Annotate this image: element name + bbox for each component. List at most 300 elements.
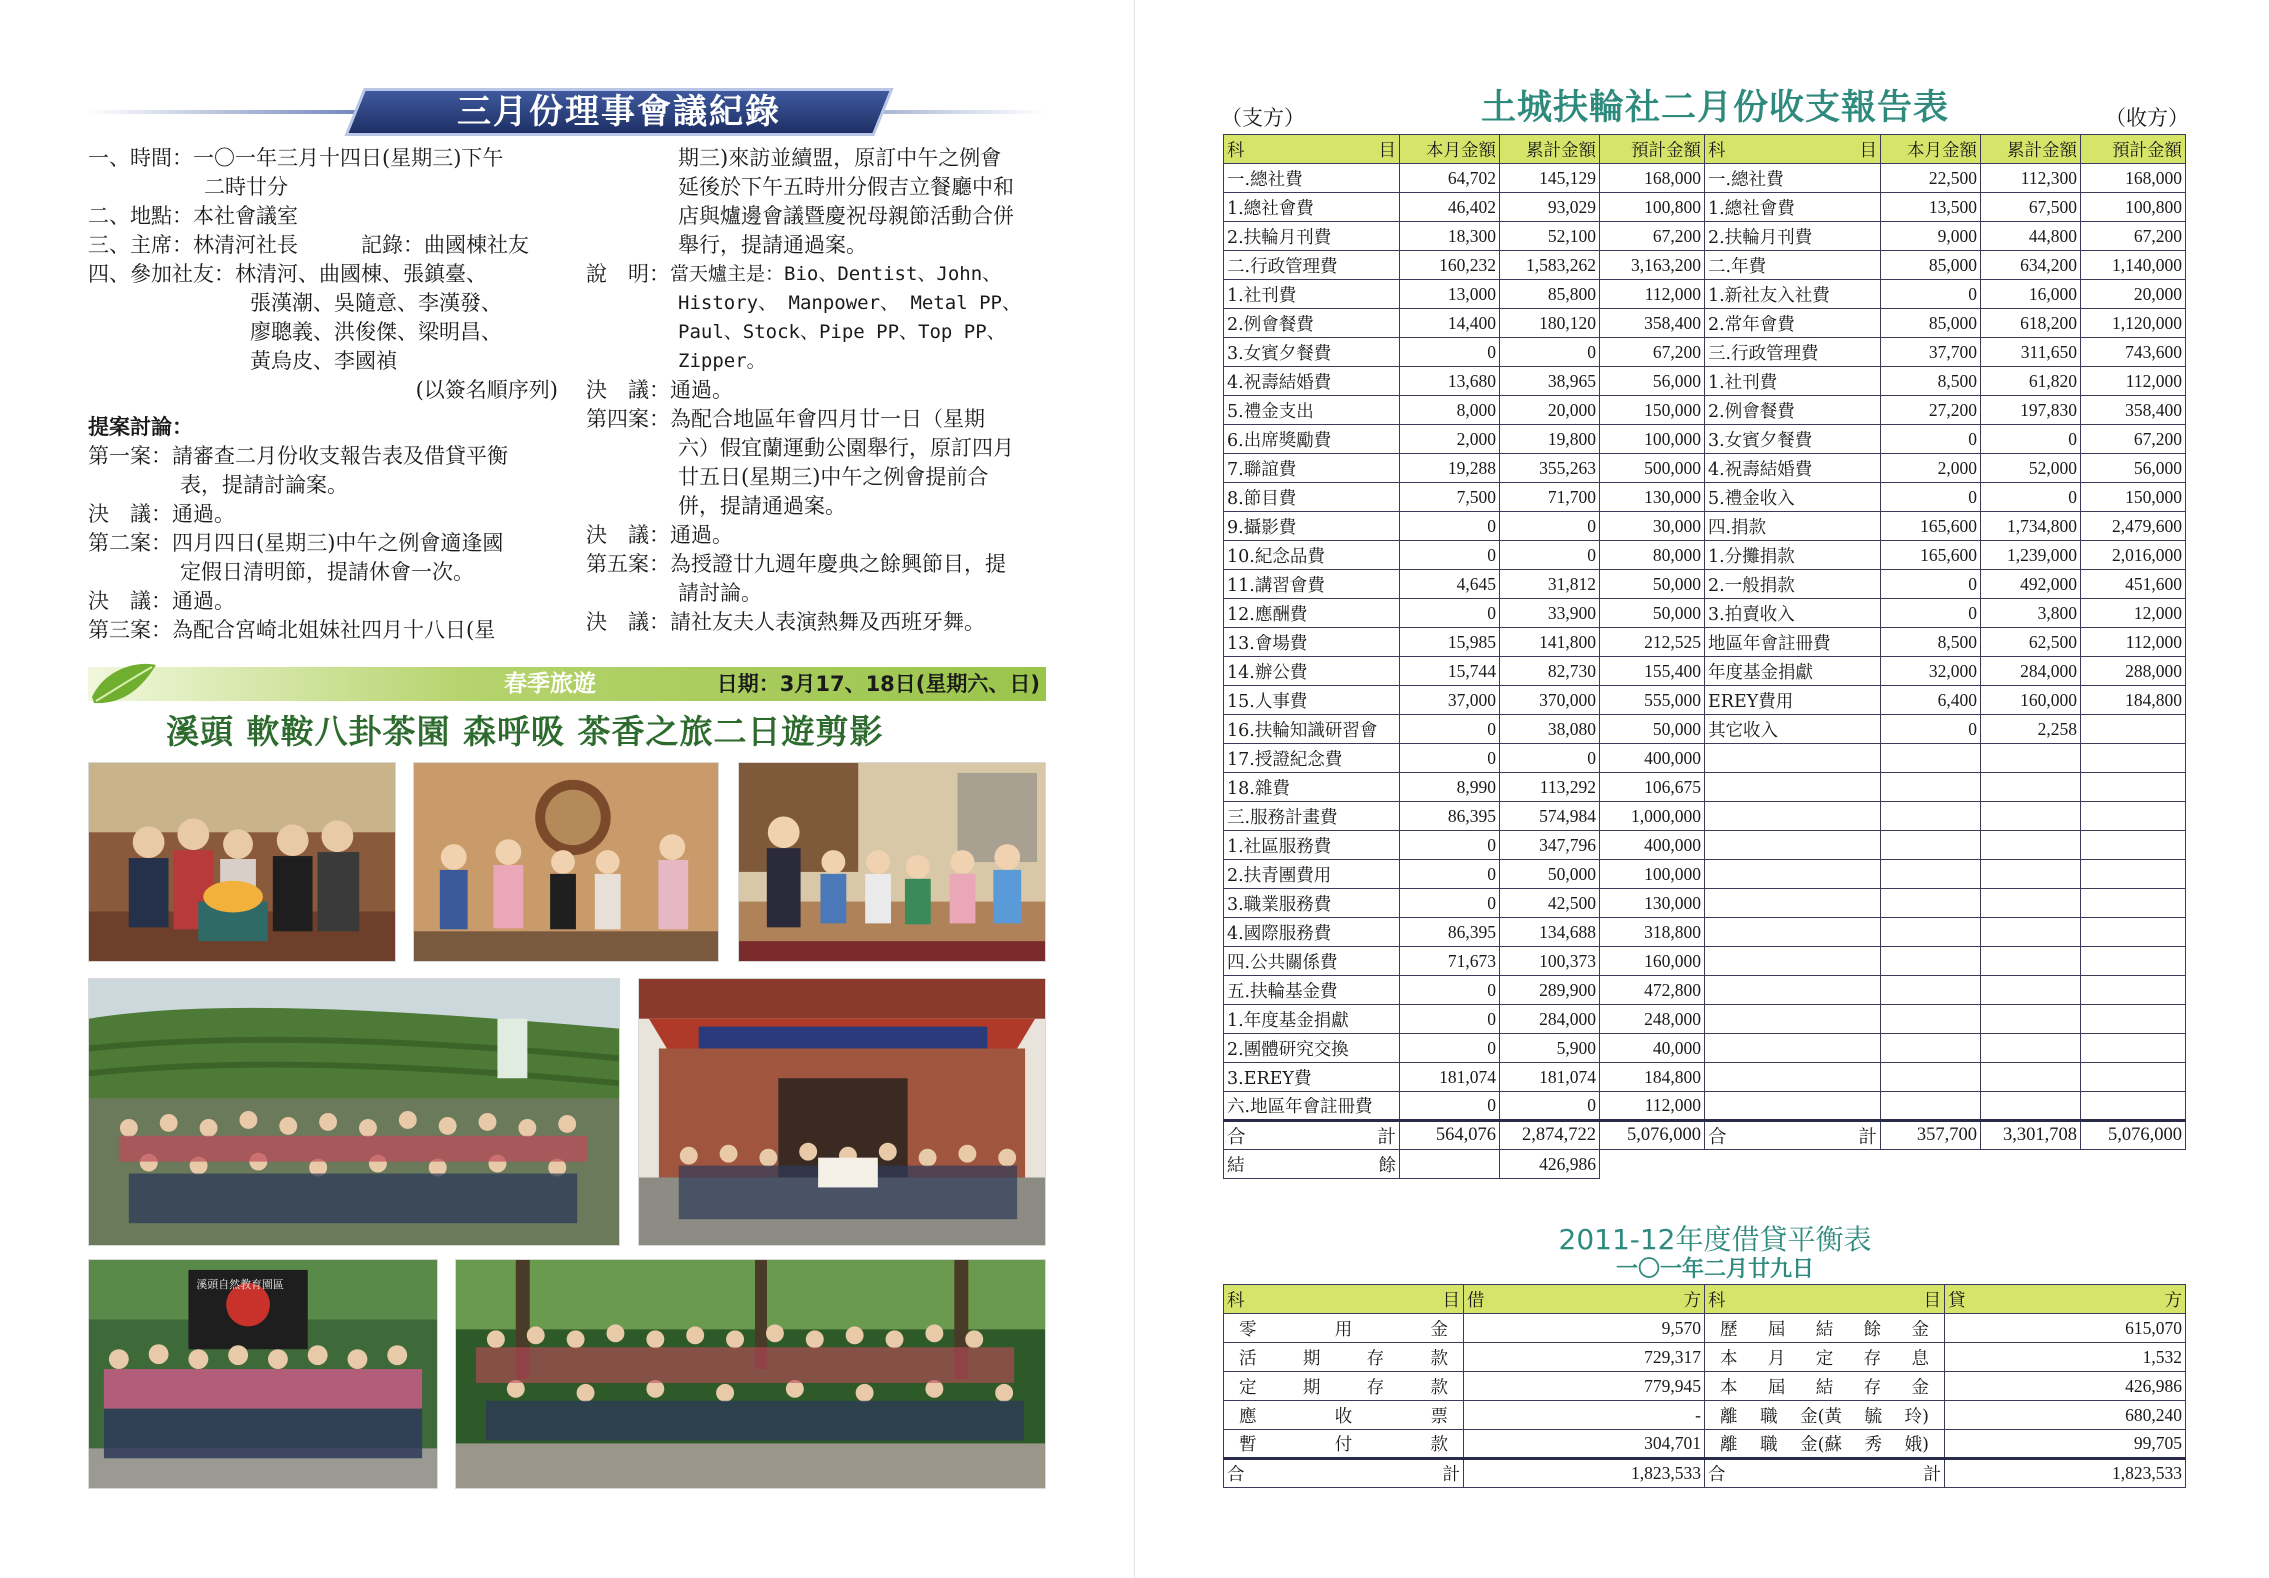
income-budget: 100,800 bbox=[2081, 193, 2186, 222]
credit-amount: 615,070 bbox=[1945, 1314, 2186, 1343]
income-budget: 451,600 bbox=[2081, 570, 2186, 599]
expense-budget: 1,000,000 bbox=[1600, 802, 1705, 831]
income-item bbox=[1705, 976, 1881, 1005]
expense-cumulative: 284,000 bbox=[1500, 1005, 1600, 1034]
debit-amount: - bbox=[1464, 1401, 1705, 1430]
expense-total-label-first: 合 bbox=[1227, 1126, 1246, 1148]
expense-subject-header bbox=[1224, 135, 1400, 164]
balance-month bbox=[1400, 1150, 1500, 1179]
debit-item-char: 用 bbox=[1334, 1319, 1353, 1340]
income-budget: 168,000 bbox=[2081, 164, 2186, 193]
income-month bbox=[1881, 918, 1981, 947]
expense-month: 0 bbox=[1400, 744, 1500, 773]
credit-item-char: 本 bbox=[1720, 1348, 1738, 1369]
income-item: 年度基金捐獻 bbox=[1705, 657, 1881, 686]
income-budget: 112,000 bbox=[2081, 628, 2186, 657]
expense-cumulative: 370,000 bbox=[1500, 686, 1600, 715]
case-1-text-cont: 表，提請討論案。 bbox=[180, 473, 348, 497]
trip-banner bbox=[88, 667, 1046, 701]
table-row bbox=[1224, 715, 2186, 744]
photo-children-singing-image bbox=[414, 763, 718, 961]
photo-temple-gate-group-image bbox=[639, 979, 1045, 1245]
expense-cumulative: 5,900 bbox=[1500, 1034, 1600, 1063]
expense-month: 0 bbox=[1400, 860, 1500, 889]
expense-month: 0 bbox=[1400, 599, 1500, 628]
photo-temple-gate-group bbox=[638, 978, 1046, 1246]
expense-item: 16.扶輪知識研習會 bbox=[1224, 715, 1400, 744]
expense-month: 18,300 bbox=[1400, 222, 1500, 251]
expense-item: 7.聯誼費 bbox=[1224, 454, 1400, 483]
income-subject-header bbox=[1705, 135, 1881, 164]
income-item bbox=[1705, 889, 1881, 918]
expense-cumulative: 180,120 bbox=[1500, 309, 1600, 338]
credit-item-char: 玲) bbox=[1904, 1406, 1929, 1427]
expense-month: 4,645 bbox=[1400, 570, 1500, 599]
debit-item bbox=[1224, 1430, 1464, 1459]
credit-total-label-parts bbox=[1708, 1461, 1941, 1486]
minutes-chair bbox=[88, 231, 566, 260]
debit-item bbox=[1224, 1314, 1464, 1343]
trip-season: 春季旅遊 bbox=[504, 671, 596, 697]
expense-budget: 112,000 bbox=[1600, 1092, 1705, 1121]
expense-month: 0 bbox=[1400, 831, 1500, 860]
expense-cumulative: 93,029 bbox=[1500, 193, 1600, 222]
case-1-text: 請審查二月份收支報告表及借貸平衡 bbox=[172, 444, 508, 468]
park-sign-text: 溪頭自然教育園區 bbox=[196, 1277, 284, 1291]
debit-subject-header-first: 科 bbox=[1227, 1290, 1245, 1311]
expense-item: 12.應酬費 bbox=[1224, 599, 1400, 628]
table-row bbox=[1224, 425, 2186, 454]
debit-item-char: 活 bbox=[1239, 1348, 1257, 1369]
expense-item: 10.紀念品費 bbox=[1224, 541, 1400, 570]
income-budget bbox=[2081, 1005, 2186, 1034]
explanation-text-cont: Zipper。 bbox=[678, 350, 766, 372]
discussion-heading: 提案討論： bbox=[88, 415, 193, 439]
table-row bbox=[1224, 860, 2186, 889]
debit-item-char: 期 bbox=[1302, 1348, 1321, 1369]
trip-headline: 溪頭 軟鞍八卦茶園 森呼吸 茶香之旅二日遊剪影 bbox=[166, 712, 884, 751]
income-month bbox=[1881, 802, 1981, 831]
expense-budget: 130,000 bbox=[1600, 483, 1705, 512]
income-cumulative: 0 bbox=[1981, 425, 2081, 454]
income-budget bbox=[2081, 860, 2186, 889]
expense-item: 2.例會餐費 bbox=[1224, 309, 1400, 338]
income-month bbox=[1881, 1092, 1981, 1121]
record-value: 曲國棟社友 bbox=[424, 233, 529, 257]
income-cumulative: 492,000 bbox=[1981, 570, 2081, 599]
expense-month: 15,985 bbox=[1400, 628, 1500, 657]
expense-cumulative-header: 累計金額 bbox=[1500, 135, 1600, 164]
income-subject-header-last: 目 bbox=[1859, 140, 1877, 161]
debit-subject-header bbox=[1224, 1285, 1464, 1314]
expense-item: 六.地區年會註冊費 bbox=[1224, 1092, 1400, 1121]
case-3 bbox=[88, 616, 566, 645]
debit-item bbox=[1224, 1401, 1464, 1430]
debit-amount: 779,945 bbox=[1464, 1372, 1705, 1401]
debit-total-label-first: 合 bbox=[1227, 1465, 1245, 1485]
expense-cumulative: 31,812 bbox=[1500, 570, 1600, 599]
expense-subject-header-last: 目 bbox=[1378, 140, 1396, 161]
income-budget bbox=[2081, 889, 2186, 918]
debit-item-char: 存 bbox=[1366, 1377, 1385, 1398]
expense-month: 86,395 bbox=[1400, 802, 1500, 831]
income-cumulative bbox=[1981, 802, 2081, 831]
income-budget bbox=[2081, 831, 2186, 860]
table-row bbox=[1224, 338, 2186, 367]
expense-month: 0 bbox=[1400, 1092, 1500, 1121]
income-month-header: 本月金額 bbox=[1881, 135, 1981, 164]
case-3-text-cont: 延後於下午五時卅分假吉立餐廳中和 bbox=[678, 175, 1014, 199]
expense-cumulative: 71,700 bbox=[1500, 483, 1600, 512]
expense-item: 17.授證紀念費 bbox=[1224, 744, 1400, 773]
credit-item bbox=[1705, 1314, 1945, 1343]
expense-cumulative: 355,263 bbox=[1500, 454, 1600, 483]
table-row bbox=[1224, 367, 2186, 396]
case-2-text-cont: 定假日清明節，提請休會一次。 bbox=[180, 560, 474, 584]
minutes-time bbox=[88, 144, 566, 173]
expense-budget: 112,000 bbox=[1600, 280, 1705, 309]
income-month bbox=[1881, 1063, 1981, 1092]
income-month bbox=[1881, 947, 1981, 976]
expense-month: 0 bbox=[1400, 512, 1500, 541]
case-4-label: 第四案： bbox=[586, 407, 670, 431]
income-budget bbox=[2081, 715, 2186, 744]
income-cumulative bbox=[1981, 889, 2081, 918]
expense-cumulative: 82,730 bbox=[1500, 657, 1600, 686]
income-item: 3.拍賣收入 bbox=[1705, 599, 1881, 628]
table-row bbox=[1224, 251, 2186, 280]
expense-budget: 500,000 bbox=[1600, 454, 1705, 483]
income-item bbox=[1705, 1092, 1881, 1121]
income-item bbox=[1705, 918, 1881, 947]
income-budget: 358,400 bbox=[2081, 396, 2186, 425]
income-expense-table bbox=[1223, 134, 2186, 1179]
income-item bbox=[1705, 773, 1881, 802]
time-value: 一〇一年三月十四日(星期三)下午 bbox=[193, 146, 504, 170]
income-month: 22,500 bbox=[1881, 164, 1981, 193]
income-budget: 2,016,000 bbox=[2081, 541, 2186, 570]
chair-label: 三、主席： bbox=[88, 233, 193, 257]
expense-month: 0 bbox=[1400, 1005, 1500, 1034]
income-budget: 288,000 bbox=[2081, 657, 2186, 686]
case-4-text-cont: 廿五日(星期三)中午之例會提前合 bbox=[678, 465, 989, 489]
photo-birthday-cake-image bbox=[89, 763, 395, 961]
table-row bbox=[1224, 976, 2186, 1005]
attend-label: 四、參加社友： bbox=[88, 262, 235, 286]
income-budget-header: 預計金額 bbox=[2081, 135, 2186, 164]
case-1-label: 第一案： bbox=[88, 444, 172, 468]
report-title: 土城扶輪社二月份收支報告表 bbox=[1480, 88, 1949, 128]
debit-item-chars bbox=[1227, 1403, 1460, 1428]
income-cumulative: 1,239,000 bbox=[1981, 541, 2081, 570]
income-item bbox=[1705, 831, 1881, 860]
expense-month: 0 bbox=[1400, 715, 1500, 744]
expense-cumulative: 0 bbox=[1500, 338, 1600, 367]
expense-subject-header-first: 科 bbox=[1227, 140, 1245, 161]
expense-month: 7,500 bbox=[1400, 483, 1500, 512]
expense-month: 2,000 bbox=[1400, 425, 1500, 454]
credit-amount-header-last: 方 bbox=[2164, 1290, 2182, 1311]
case-2-label: 第二案： bbox=[88, 531, 172, 555]
debit-item-char: 款 bbox=[1430, 1377, 1448, 1398]
case-1 bbox=[88, 442, 566, 471]
expense-total-label bbox=[1224, 1121, 1400, 1150]
credit-total-label bbox=[1705, 1459, 1945, 1488]
income-total-label-last: 計 bbox=[1858, 1126, 1877, 1148]
income-cumulative: 2,258 bbox=[1981, 715, 2081, 744]
place-value: 本社會議室 bbox=[193, 204, 298, 228]
credit-amount: 99,705 bbox=[1945, 1430, 2186, 1459]
credit-amount-header-first: 貸 bbox=[1948, 1290, 1966, 1311]
credit-item-char: 定 bbox=[1815, 1348, 1834, 1369]
income-item: 地區年會註冊費 bbox=[1705, 628, 1881, 657]
income-item bbox=[1705, 860, 1881, 889]
income-month: 0 bbox=[1881, 483, 1981, 512]
case-3-text: 為配合宮崎北姐妹社四月十八日(星 bbox=[172, 618, 496, 642]
left-page bbox=[0, 0, 1134, 1578]
expense-total-label-parts bbox=[1227, 1123, 1396, 1149]
income-item: 1.總社會費 bbox=[1705, 193, 1881, 222]
minutes-column-right bbox=[586, 144, 1048, 637]
expense-cumulative: 1,583,262 bbox=[1500, 251, 1600, 280]
balance-total-row bbox=[1224, 1459, 2186, 1488]
case-5-label: 第五案： bbox=[586, 552, 670, 576]
expense-subject-header-parts bbox=[1227, 137, 1396, 162]
table-row bbox=[1224, 541, 2186, 570]
case-4-text: 為配合地區年會四月廿一日（星期 bbox=[670, 407, 985, 431]
table-row bbox=[1224, 483, 2186, 512]
credit-subject-header bbox=[1705, 1285, 1945, 1314]
expense-budget: 80,000 bbox=[1600, 541, 1705, 570]
income-total-label-parts bbox=[1708, 1123, 1877, 1149]
balance-label-parts bbox=[1227, 1152, 1396, 1177]
table-row bbox=[1224, 628, 2186, 657]
income-month bbox=[1881, 860, 1981, 889]
income-cumulative bbox=[1981, 860, 2081, 889]
minutes-banner bbox=[88, 88, 1046, 136]
time-label: 一、時間： bbox=[88, 146, 193, 170]
expense-cumulative: 145,129 bbox=[1500, 164, 1600, 193]
expense-total-month: 564,076 bbox=[1400, 1121, 1500, 1150]
credit-item-char: 本 bbox=[1720, 1377, 1738, 1398]
case-3-text-cont: 舉行，提請通過案。 bbox=[678, 233, 867, 257]
income-budget: 67,200 bbox=[2081, 425, 2186, 454]
debit-total-label bbox=[1224, 1459, 1464, 1488]
income-budget bbox=[2081, 947, 2186, 976]
table-row bbox=[1224, 657, 2186, 686]
balance-header-row bbox=[1224, 1285, 2186, 1314]
credit-item-chars bbox=[1708, 1345, 1941, 1370]
credit-item-char: 秀 bbox=[1864, 1435, 1883, 1455]
income-cumulative: 52,000 bbox=[1981, 454, 2081, 483]
table-row bbox=[1224, 831, 2186, 860]
credit-item-char: 娥) bbox=[1904, 1435, 1929, 1455]
expense-budget: 555,000 bbox=[1600, 686, 1705, 715]
income-cumulative bbox=[1981, 1092, 2081, 1121]
income-month bbox=[1881, 889, 1981, 918]
photo-forest-group-image bbox=[456, 1260, 1045, 1488]
credit-item-char: 職 bbox=[1760, 1435, 1778, 1455]
income-cumulative: 62,500 bbox=[1981, 628, 2081, 657]
expense-budget: 56,000 bbox=[1600, 367, 1705, 396]
resolution-label: 決 議： bbox=[586, 523, 670, 547]
income-cumulative bbox=[1981, 1005, 2081, 1034]
expense-total-cumulative: 2,874,722 bbox=[1500, 1121, 1600, 1150]
minutes-attend bbox=[88, 260, 566, 289]
credit-amount-header-parts bbox=[1948, 1287, 2182, 1312]
table-row bbox=[1224, 396, 2186, 425]
credit-item-char: 離 bbox=[1720, 1406, 1738, 1427]
income-item: 2.例會餐費 bbox=[1705, 396, 1881, 425]
income-cumulative: 284,000 bbox=[1981, 657, 2081, 686]
debit-amount-header-last: 方 bbox=[1683, 1290, 1701, 1311]
case-2-text: 四月四日(星期三)中午之例會適逢國 bbox=[172, 531, 504, 555]
expense-month: 160,232 bbox=[1400, 251, 1500, 280]
income-month: 27,200 bbox=[1881, 396, 1981, 425]
income-month: 2,000 bbox=[1881, 454, 1981, 483]
expense-budget: 248,000 bbox=[1600, 1005, 1705, 1034]
income-month: 0 bbox=[1881, 715, 1981, 744]
table-row bbox=[1224, 1430, 2186, 1459]
income-item bbox=[1705, 947, 1881, 976]
chair-value: 林清河社長 bbox=[193, 233, 298, 257]
report-total-row bbox=[1224, 1121, 2186, 1150]
balance-sheet-table bbox=[1223, 1284, 2186, 1488]
income-item: 1.社刊費 bbox=[1705, 367, 1881, 396]
credit-item-char: 金(黃 bbox=[1800, 1406, 1842, 1427]
expense-budget: 3,163,200 bbox=[1600, 251, 1705, 280]
income-total-label bbox=[1705, 1121, 1881, 1150]
expense-item: 1.社刊費 bbox=[1224, 280, 1400, 309]
expense-month: 14,400 bbox=[1400, 309, 1500, 338]
expense-budget: 212,525 bbox=[1600, 628, 1705, 657]
table-row bbox=[1224, 1372, 2186, 1401]
income-month: 9,000 bbox=[1881, 222, 1981, 251]
income-cumulative bbox=[1981, 831, 2081, 860]
expense-item: 3.女賓夕餐費 bbox=[1224, 338, 1400, 367]
income-budget: 112,000 bbox=[2081, 367, 2186, 396]
income-total-month: 357,700 bbox=[1881, 1121, 1981, 1150]
case-5-text: 為授證廿九週年慶典之餘興節目，提 bbox=[670, 552, 1006, 576]
credit-amount: 1,532 bbox=[1945, 1343, 2186, 1372]
income-month: 165,600 bbox=[1881, 512, 1981, 541]
expense-budget: 106,675 bbox=[1600, 773, 1705, 802]
case-3-label: 第三案： bbox=[88, 618, 172, 642]
photo-park-entrance-group-image bbox=[89, 1260, 437, 1488]
income-budget bbox=[2081, 802, 2186, 831]
debit-item-chars bbox=[1227, 1431, 1460, 1456]
trip-date: 日期：3月17、18日(星期六、日) bbox=[716, 672, 1040, 696]
expense-budget: 30,000 bbox=[1600, 512, 1705, 541]
table-row bbox=[1224, 309, 2186, 338]
income-month: 0 bbox=[1881, 280, 1981, 309]
expense-cumulative: 0 bbox=[1500, 1092, 1600, 1121]
expense-month: 0 bbox=[1400, 976, 1500, 1005]
credit-amount: 426,986 bbox=[1945, 1372, 2186, 1401]
expense-month: 0 bbox=[1400, 889, 1500, 918]
balance-label-first: 結 bbox=[1227, 1155, 1245, 1176]
debit-amount: 304,701 bbox=[1464, 1430, 1705, 1459]
income-cumulative: 0 bbox=[1981, 483, 2081, 512]
table-row bbox=[1224, 1005, 2186, 1034]
expense-month: 181,074 bbox=[1400, 1063, 1500, 1092]
income-cumulative: 16,000 bbox=[1981, 280, 2081, 309]
resolution-4 bbox=[586, 521, 1048, 550]
debit-total-label-last: 計 bbox=[1442, 1465, 1460, 1485]
income-item bbox=[1705, 1005, 1881, 1034]
attend-line: 林清河、曲國棟、張鎮臺、 bbox=[235, 262, 487, 286]
attend-line: 張漢潮、吳隨意、李漢發、 bbox=[250, 291, 502, 315]
credit-item-char: 離 bbox=[1720, 1435, 1738, 1455]
income-cumulative: 44,800 bbox=[1981, 222, 2081, 251]
debit-amount: 729,317 bbox=[1464, 1343, 1705, 1372]
credit-item-chars bbox=[1708, 1403, 1941, 1428]
expense-cumulative: 113,292 bbox=[1500, 773, 1600, 802]
expense-cumulative: 50,000 bbox=[1500, 860, 1600, 889]
debit-subject-header-last: 目 bbox=[1442, 1290, 1460, 1311]
expense-month-header: 本月金額 bbox=[1400, 135, 1500, 164]
income-month bbox=[1881, 1034, 1981, 1063]
expense-item: 2.扶青團費用 bbox=[1224, 860, 1400, 889]
income-month: 0 bbox=[1881, 599, 1981, 628]
expense-cumulative: 347,796 bbox=[1500, 831, 1600, 860]
expense-item: 3.職業服務費 bbox=[1224, 889, 1400, 918]
expense-item: 一.總社費 bbox=[1224, 164, 1400, 193]
income-month: 13,500 bbox=[1881, 193, 1981, 222]
income-item: 5.禮金收入 bbox=[1705, 483, 1881, 512]
credit-item bbox=[1705, 1343, 1945, 1372]
expense-budget: 318,800 bbox=[1600, 918, 1705, 947]
table-row bbox=[1224, 512, 2186, 541]
table-row bbox=[1224, 280, 2186, 309]
income-item: 1.分攤捐款 bbox=[1705, 541, 1881, 570]
expense-month: 19,288 bbox=[1400, 454, 1500, 483]
income-cumulative bbox=[1981, 744, 2081, 773]
expense-cumulative: 85,800 bbox=[1500, 280, 1600, 309]
income-total-cumulative: 3,301,708 bbox=[1981, 1121, 2081, 1150]
photo-kids-on-steps bbox=[738, 762, 1046, 962]
table-row bbox=[1224, 1314, 2186, 1343]
photo-tea-garden-group-image bbox=[89, 979, 619, 1245]
expense-budget: 50,000 bbox=[1600, 599, 1705, 628]
expense-item: 2.團體研究交換 bbox=[1224, 1034, 1400, 1063]
expense-cumulative: 42,500 bbox=[1500, 889, 1600, 918]
income-budget: 56,000 bbox=[2081, 454, 2186, 483]
income-side-tag: （收方） bbox=[2105, 106, 2189, 130]
resolution-label: 決 議： bbox=[586, 610, 670, 634]
income-cumulative: 160,000 bbox=[1981, 686, 2081, 715]
expense-cumulative: 141,800 bbox=[1500, 628, 1600, 657]
credit-amount: 680,240 bbox=[1945, 1401, 2186, 1430]
income-subject-header-first: 科 bbox=[1708, 140, 1726, 161]
expense-total-budget: 5,076,000 bbox=[1600, 1121, 1705, 1150]
debit-total: 1,823,533 bbox=[1464, 1459, 1705, 1488]
resolution-2 bbox=[88, 587, 566, 616]
expense-budget: 400,000 bbox=[1600, 744, 1705, 773]
income-budget: 150,000 bbox=[2081, 483, 2186, 512]
income-budget: 2,479,600 bbox=[2081, 512, 2186, 541]
debit-item-char: 零 bbox=[1239, 1319, 1257, 1340]
credit-item-chars bbox=[1708, 1316, 1941, 1341]
income-cumulative: 1,734,800 bbox=[1981, 512, 2081, 541]
debit-item-char: 款 bbox=[1430, 1435, 1448, 1455]
expense-cumulative: 38,965 bbox=[1500, 367, 1600, 396]
expense-month: 64,702 bbox=[1400, 164, 1500, 193]
debit-item bbox=[1224, 1343, 1464, 1372]
resolution-text: 通過。 bbox=[172, 589, 235, 613]
debit-item-char: 付 bbox=[1334, 1435, 1353, 1455]
resolution-1 bbox=[88, 500, 566, 529]
